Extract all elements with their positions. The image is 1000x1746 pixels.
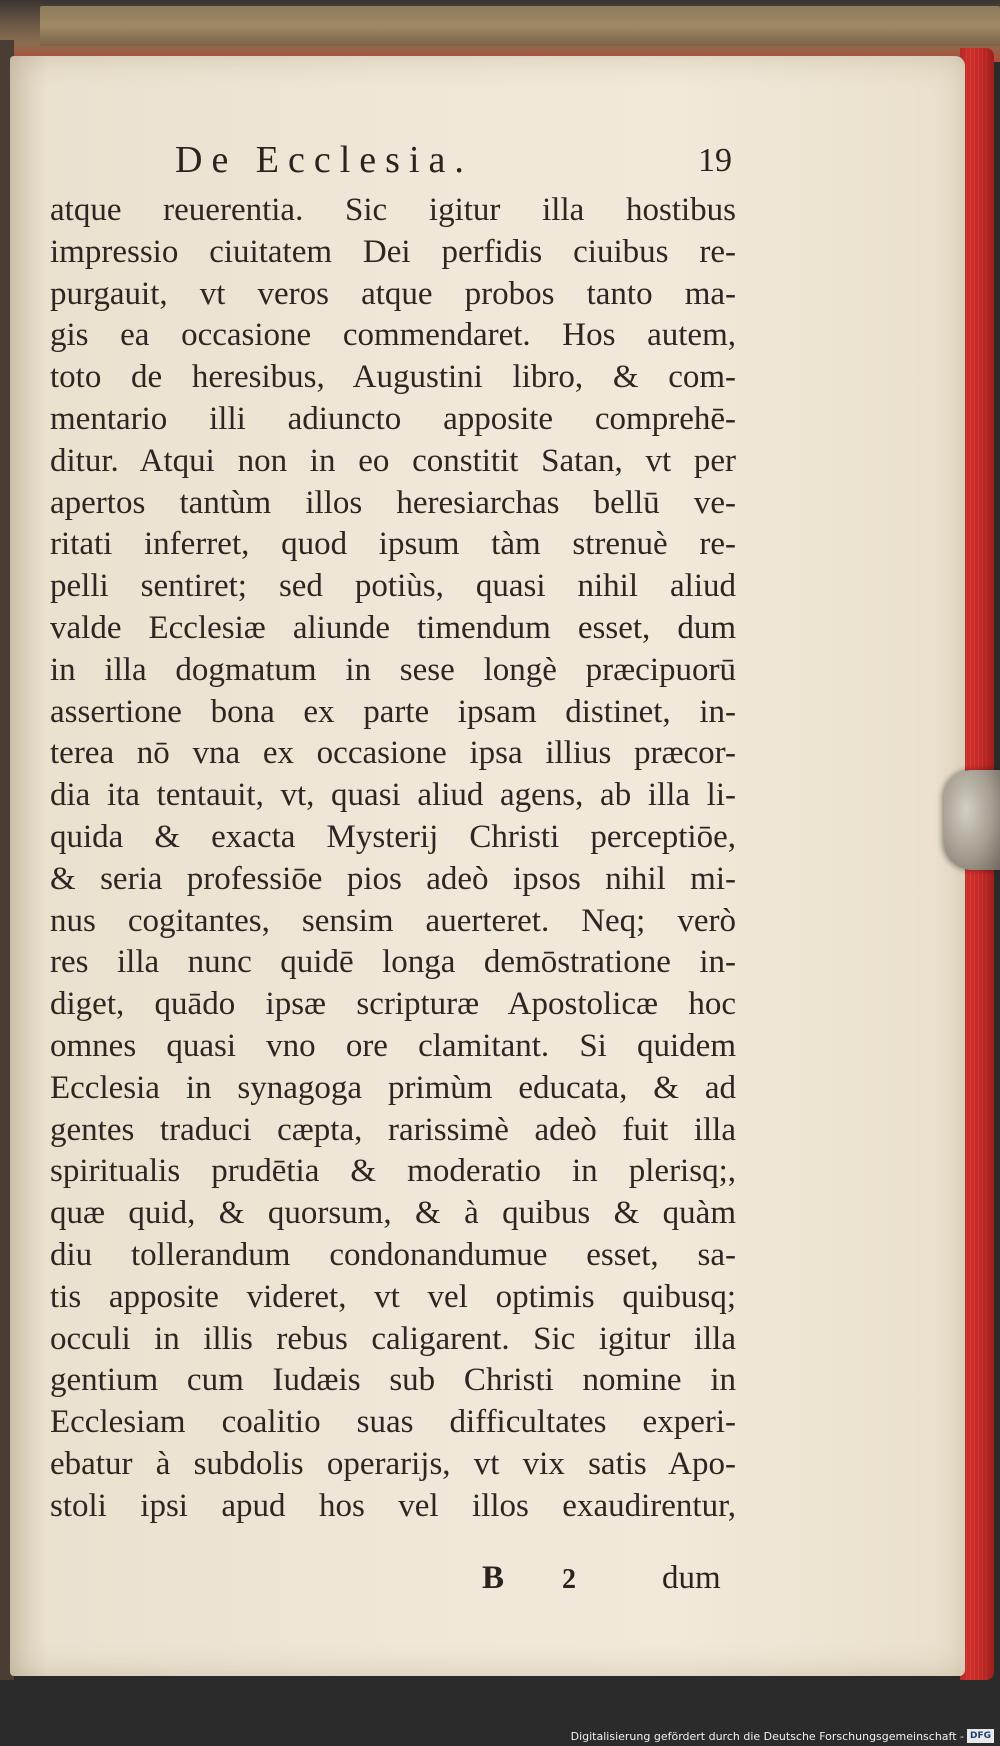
- text-line: toto de heresibus, Augustini libro, & com-: [50, 359, 736, 396]
- text-line: quæ quid, & quorsum, & à quibus & quàm: [50, 1195, 736, 1232]
- text-line: diu tollerandum condonandumue esset, sa-: [50, 1236, 736, 1273]
- text-line: Ecclesia in synagoga primùm educata, & ad: [50, 1069, 736, 1106]
- text-line: atque reuerentia. Sic igitur illa hostibus: [50, 192, 736, 228]
- text-line: diget, quādo ipsæ scripturæ Apostolicæ hoc: [50, 986, 736, 1023]
- text-line: nus cogitantes, sensim auerteret. Neq; verò: [50, 902, 736, 939]
- signature-number: 2: [562, 1564, 576, 1595]
- page-number: 19: [698, 142, 732, 179]
- text-line: & seria professiōe pios adeò ipsos nihil mi-: [50, 860, 736, 897]
- text-line: assertione bona ex parte ipsam distinet, in-: [50, 693, 736, 730]
- text-line: dia ita tentauit, vt, quasi aliud agens, ab illa li-: [50, 777, 736, 814]
- funding-credit: Digitalisierung gefördert durch die Deutsche Forschungsgemeinschaft -: [570, 1730, 964, 1743]
- text-line: omnes quasi vno ore clamitant. Si quidem: [50, 1027, 736, 1064]
- book-top-edge: [0, 0, 1000, 62]
- text-line: impressio ciuitatem Dei perfidis ciuibus re-: [50, 233, 736, 270]
- glass-weight: [944, 770, 1000, 870]
- dfg-logo: DFG: [967, 1729, 994, 1743]
- text-line: spiritualis prudētia & moderatio in plerisq;,: [50, 1153, 736, 1190]
- body-text: [50, 190, 736, 1528]
- binding-board: [40, 6, 1000, 46]
- text-line: res illa nunc quidē longa demōstratione in-: [50, 944, 736, 981]
- text-line: quida & exacta Mysterij Christi perceptiōe,: [50, 818, 736, 855]
- text-line: gis ea occasione commendaret. Hos autem,: [50, 317, 736, 354]
- signature-mark: B: [482, 1560, 505, 1596]
- running-head: De Ecclesia.: [175, 139, 473, 181]
- text-line: mentario illi adiuncto apposite comprehē-: [50, 400, 736, 437]
- text-line: gentes traduci cæpta, rarissimè adeò fuit illa: [50, 1111, 736, 1148]
- catchword: dum: [662, 1560, 721, 1596]
- text-line: gentium cum Iudæis sub Christi nomine in: [50, 1362, 736, 1399]
- text-line: stoli ipsi apud hos vel illos exaudirentur,: [50, 1487, 736, 1524]
- text-line: in illa dogmatum in sese longè præcipuorū: [50, 651, 736, 688]
- text-line: ebatur à subdolis operarijs, vt vix satis Apo-: [50, 1445, 736, 1482]
- text-line: terea nō vna ex occasione ipsa illius præcor-: [50, 735, 736, 772]
- text-line: ritati inferret, quod ipsum tàm strenuè re-: [50, 526, 736, 563]
- text-line: occuli in illis rebus caligarent. Sic igitur illa: [50, 1320, 736, 1357]
- text-line: apertos tantùm illos heresiarchas bellū ve-: [50, 484, 736, 521]
- text-line: tis apposite videret, vt vel optimis quibusq;: [50, 1278, 736, 1315]
- text-line: purgauit, vt veros atque probos tanto ma-: [50, 275, 736, 312]
- text-line: Ecclesiam coalitio suas difficultates experi-: [50, 1404, 736, 1441]
- text-line: pelli sentiret; sed potiùs, quasi nihil aliud: [50, 568, 736, 605]
- text-line: valde Ecclesiæ aliunde timendum esset, dum: [50, 609, 736, 646]
- text-line: ditur. Atqui non in eo constitit Satan, vt per: [50, 442, 736, 479]
